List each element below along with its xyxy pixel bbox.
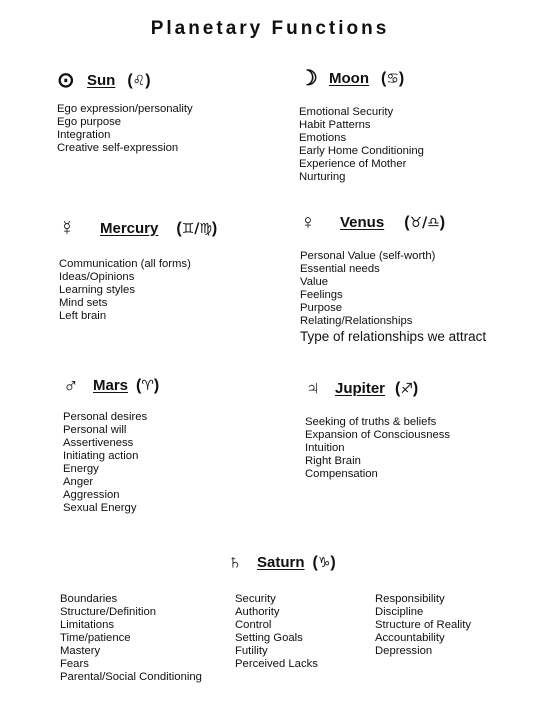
list-item: Value <box>300 276 329 288</box>
moon-name: Moon <box>329 70 369 87</box>
list-item: Habit Patterns <box>299 119 371 131</box>
moon-sign: (♋) <box>380 69 405 87</box>
list-item: Perceived Lacks <box>235 658 318 670</box>
sun-header <box>57 70 193 91</box>
list-item: Limitations <box>60 619 114 631</box>
moon-header <box>299 68 424 89</box>
sun-glyph-icon: ⊙ <box>57 69 75 92</box>
list-item: Seeking of truths & beliefs <box>305 416 437 428</box>
sun-name: Sun <box>87 72 116 89</box>
cancer-icon: ♋ <box>386 70 399 87</box>
list-item: Fears <box>60 658 89 670</box>
list-item: Parental/Social Conditioning <box>60 671 202 683</box>
mercury-section <box>59 218 217 323</box>
list-item: Discipline <box>375 606 424 618</box>
list-item: Emotions <box>299 132 347 144</box>
list-item: Integration <box>57 129 111 141</box>
saturn-column-3 <box>375 593 471 658</box>
list-item: Time/patience <box>60 632 131 644</box>
moon-section <box>299 68 424 184</box>
list-item: Futility <box>235 645 268 657</box>
mars-sign: (♈) <box>136 376 160 394</box>
list-item: Early Home Conditioning <box>299 145 424 157</box>
list-item: Mastery <box>60 645 101 657</box>
mars-section <box>63 375 159 515</box>
list-item: Anger <box>63 476 94 488</box>
mercury-name: Mercury <box>100 220 159 237</box>
list-item: Assertiveness <box>63 437 134 449</box>
list-item: Experience of Mother <box>299 158 407 170</box>
list-item: Depression <box>375 645 433 657</box>
saturn-column-1 <box>60 593 202 684</box>
list-item: Sexual Energy <box>63 502 137 514</box>
list-item: Expansion of Consciousness <box>305 429 451 441</box>
venus-sign: (♉/♎) <box>404 213 446 231</box>
list-item: Security <box>235 593 276 605</box>
list-item: Control <box>235 619 272 631</box>
list-item: Ideas/Opinions <box>59 271 135 283</box>
list-item: Right Brain <box>305 455 361 467</box>
list-item: Personal desires <box>63 411 148 423</box>
mars-glyph-icon: ♂ <box>63 374 79 397</box>
jupiter-glyph-icon: ♃ <box>305 377 321 400</box>
list-item: Intuition <box>305 442 345 454</box>
jupiter-functions <box>305 416 450 481</box>
list-item: Ego purpose <box>57 116 122 128</box>
saturn-functions-col2 <box>235 593 318 671</box>
list-item: Mind sets <box>59 297 108 309</box>
list-item: Emotional Security <box>299 106 394 118</box>
list-item: Compensation <box>305 468 378 480</box>
list-item: Responsibility <box>375 593 445 605</box>
list-item: Learning styles <box>59 284 135 296</box>
venus-glyph-icon: ♀ <box>300 211 316 234</box>
list-item: Essential needs <box>300 263 380 275</box>
jupiter-sign: (♐) <box>395 379 419 397</box>
list-item: Purpose <box>300 302 343 314</box>
mars-header <box>63 375 159 396</box>
sun-sign: (♌) <box>127 71 151 89</box>
list-item: Relating/Relationships <box>300 315 413 327</box>
list-item: Nurturing <box>299 171 346 183</box>
venus-functions <box>300 250 486 345</box>
list-item: Personal Value (self-worth) <box>300 250 436 262</box>
list-item: Creative self-expression <box>57 142 179 154</box>
gemini-virgo-icon: ♊/♍ <box>181 220 212 237</box>
list-item: Feelings <box>300 289 343 301</box>
list-item: Authority <box>235 606 280 618</box>
list-item: Structure/Definition <box>60 606 157 618</box>
list-item: Structure of Reality <box>375 619 472 631</box>
list-item: Setting Goals <box>235 632 303 644</box>
list-item: Personal will <box>63 424 127 436</box>
taurus-libra-icon: ♉/♎ <box>409 214 440 231</box>
moon-glyph-icon: ☽ <box>299 67 318 90</box>
saturn-sign: (♑) <box>312 553 336 571</box>
saturn-column-2 <box>235 593 318 671</box>
sun-section <box>57 70 193 155</box>
mars-name: Mars <box>93 377 129 394</box>
sagittarius-icon: ♐ <box>400 380 413 397</box>
sun-functions <box>57 103 193 155</box>
venus-header <box>300 212 486 233</box>
aries-icon: ♈ <box>141 377 154 394</box>
mercury-header <box>59 218 217 239</box>
jupiter-section <box>305 378 450 481</box>
list-item: Boundaries <box>60 593 118 605</box>
saturn-header <box>227 552 336 573</box>
list-item: Energy <box>63 463 99 475</box>
venus-name: Venus <box>340 214 385 231</box>
list-item: Initiating action <box>63 450 139 462</box>
saturn-name: Saturn <box>257 554 305 571</box>
saturn-functions-col1 <box>60 593 202 684</box>
mercury-sign: (♊/♍) <box>176 219 218 237</box>
saturn-section <box>227 552 336 573</box>
mercury-functions <box>59 258 217 323</box>
list-item: Ego expression/personality <box>57 103 193 115</box>
page-title: Planetary Functions <box>150 18 390 39</box>
list-item: Communication (all forms) <box>59 258 191 270</box>
jupiter-header <box>305 378 450 399</box>
mars-functions <box>63 411 159 515</box>
moon-functions <box>299 106 424 184</box>
list-item: Type of relationships we attract <box>300 329 487 344</box>
saturn-glyph-icon: ♄ <box>227 551 243 574</box>
list-item: Left brain <box>59 310 107 322</box>
capricorn-icon: ♑ <box>317 554 331 571</box>
list-item: Aggression <box>63 489 120 501</box>
venus-section <box>300 212 486 345</box>
mercury-glyph-icon: ☿ <box>59 217 75 240</box>
list-item: Accountability <box>375 632 445 644</box>
saturn-functions-col3 <box>375 593 471 658</box>
leo-icon: ♌ <box>132 72 146 89</box>
jupiter-name: Jupiter <box>335 380 386 397</box>
